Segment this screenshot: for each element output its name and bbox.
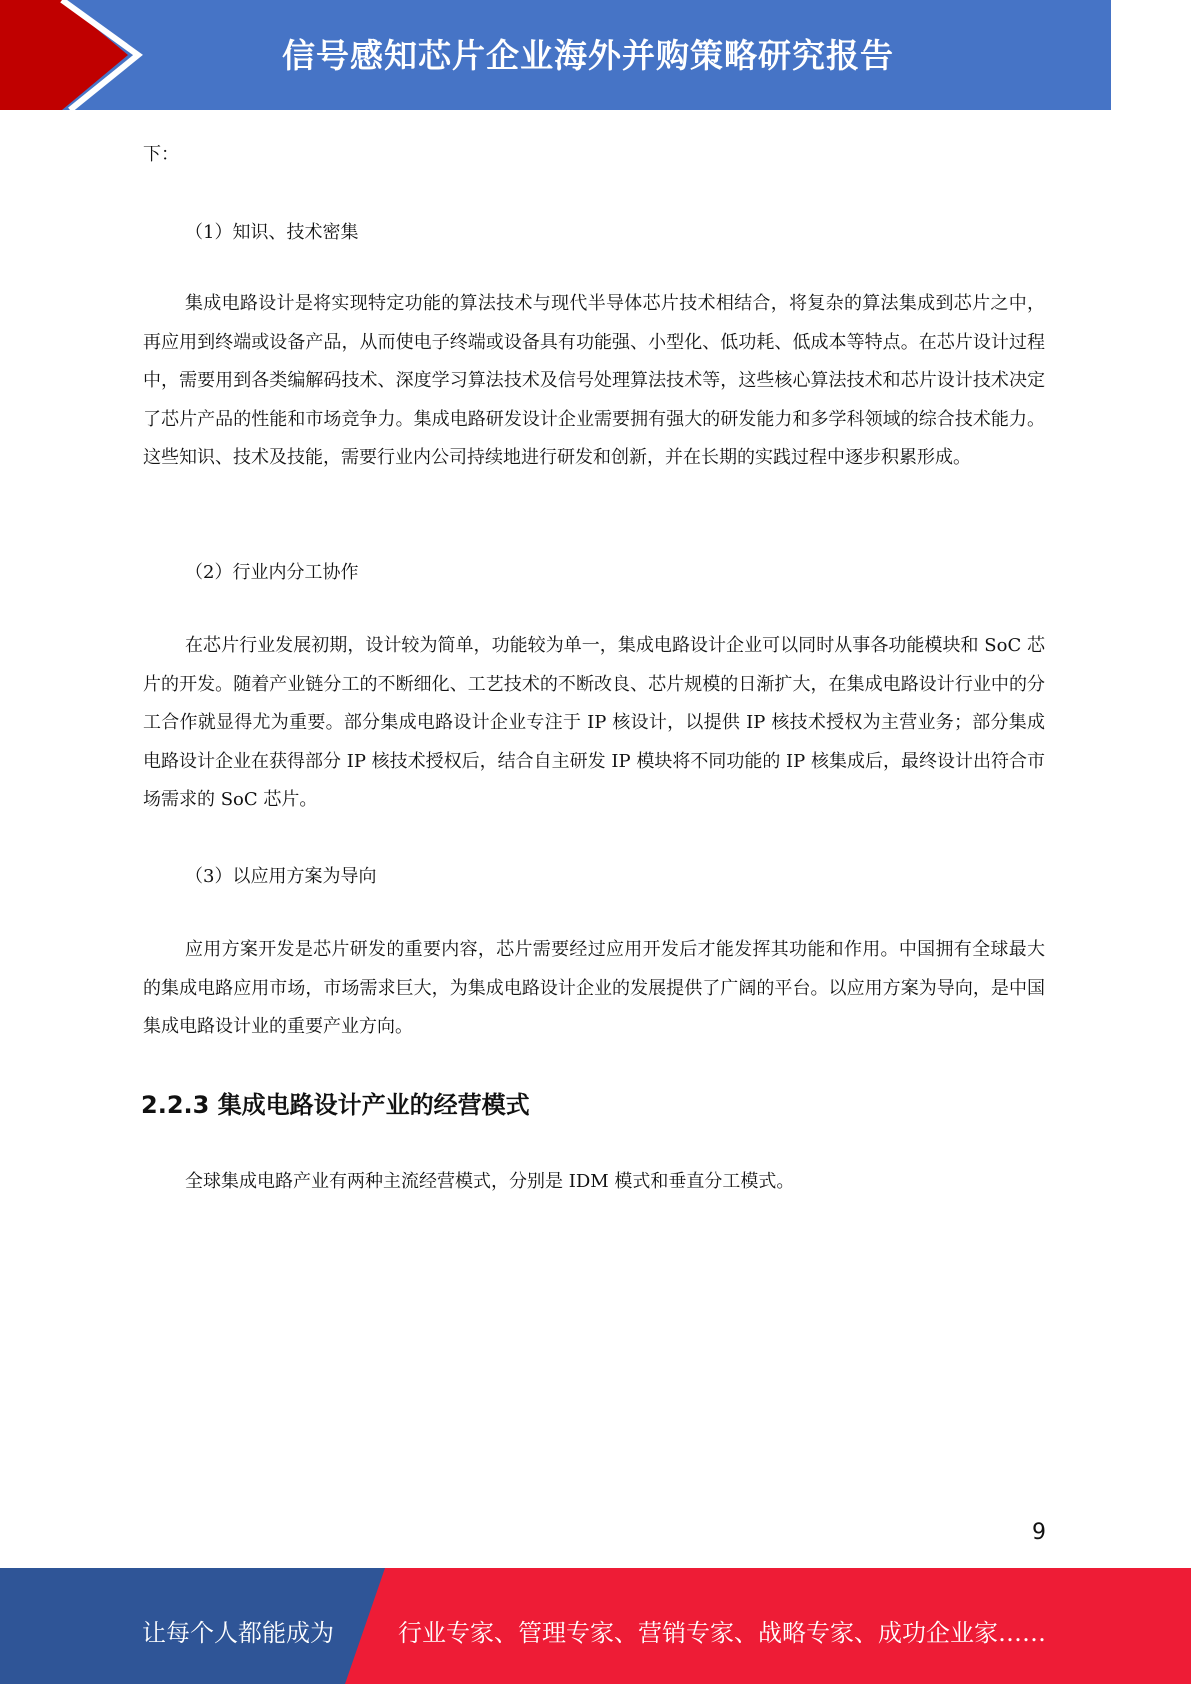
section-heading-text: 全球集成电路产业有两种主流经营模式，分别是 IDM 模式和垂直分工模式。 [185,1171,795,1192]
section-1-text: 集成电路设计是将实现特定功能的算法技术与现代半导体芯片技术相结合，将复杂的算法集成到芯片之中，再应用到终端或设备产品，从而使电子终端或设备具有功能强、小型化、低功耗、低成本等特点。在芯片设计过程中，需要用到各类编解码技术、深度学习算法技术及信号处理算法技术等，这些核心算法技术和芯片设计技术决定了芯片产品的性能和市场竞争力。集成电路研发设计企业需要拥有强大的研发能力和多学科领域的综合技术能力。这些知识、技术及技能，需要行业内公司持续地进行研发和创新，并在长期的实践过程中逐步积累形成。 [143,293,1045,468]
page-header [0,0,1111,110]
header-arrow-decoration [0,0,160,110]
section-3-text: 应用方案开发是芯片研发的重要内容，芯片需要经过应用开发后才能发挥其功能和作用。中国拥有全球最大的集成电路应用市场，市场需求巨大，为集成电路设计企业的发展提供了广阔的平台。以应用方案为导向，是中国集成电路设计业的重要产业方向。 [143,939,1045,1037]
section-2-title: （2）行业内分工协作 [185,562,359,583]
page-footer [0,1568,1191,1684]
header-title: 信号感知芯片企业海外并购策略研究报告 [282,36,894,75]
footer-slogan-left: 让每个人都能成为 [142,1619,334,1647]
section-3-title: （3）以应用方案为导向 [185,866,377,887]
page-number: 9 [1032,1520,1046,1545]
section-2-text: 在芯片行业发展初期，设计较为简单，功能较为单一，集成电路设计企业可以同时从事各功能模块和 SoC 芯片的开发。随着产业链分工的不断细化、工艺技术的不断改良、芯片规模的日渐扩大，在集成电路设计行业中的分工合作就显得尤为重要。部分集成电路设计企业专注于 IP 核设计，以提供 IP 核技术授权为主营业务；部分集成电路设计企业在获得部分 IP 核技术授权后，结合自主研发 IP 模块将不同功能的 IP 核集成后，最终设计出符合市场需求的 SoC 芯片。 [143,635,1045,810]
intro-text: 下： [143,144,179,165]
section-1-title: （1）知识、技术密集 [185,222,359,243]
footer-slogan-right: 行业专家、管理专家、营销专家、战略专家、成功企业家…… [398,1619,1046,1647]
section-heading: 2.2.3 集成电路设计产业的经营模式 [141,1091,530,1119]
